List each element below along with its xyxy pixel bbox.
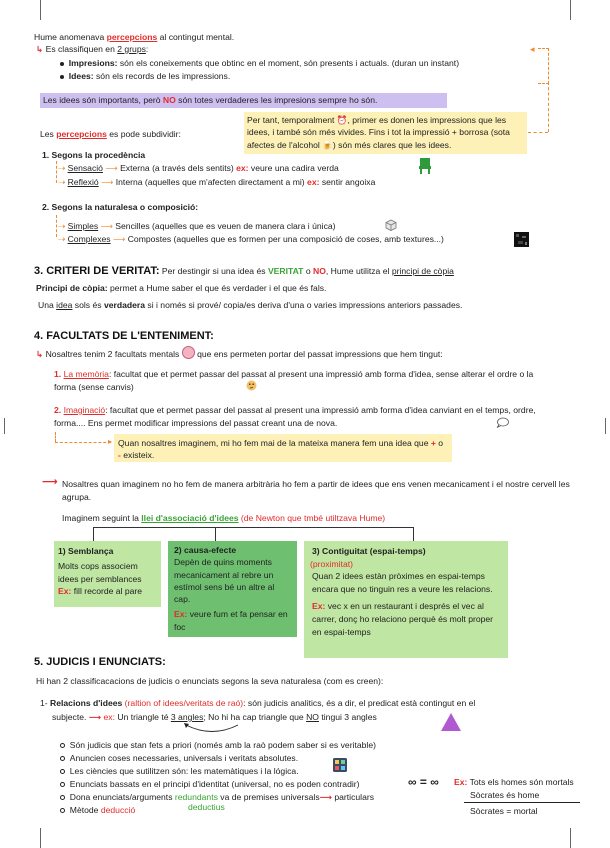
calculator-icon <box>333 758 347 772</box>
crop-mark <box>570 828 571 848</box>
triangle-icon <box>440 712 462 732</box>
deductius-label: deductius <box>188 802 225 812</box>
arbitrary-note: Nosaltres quan imaginem no ho fem de manera arbitrària ho fem a partir de idees que ens venen mecanicament i el nostre cervell les agrupa. <box>62 479 570 502</box>
row-sensacio: ⇢ Sensació ⟶ Externa (a través dels sentits) ex: veure una cadira verda <box>58 163 339 173</box>
green-chair-icon <box>418 158 432 174</box>
section-3-heading: 3. CRITERI DE VERITAT: Per destingir si una idea és VERITAT o NO, Hume utilitza el principi de còpia <box>34 265 454 277</box>
intro-line: Hume anomenava percepcions al contingut mental. <box>34 32 235 42</box>
judicis-intro: Hi han 2 classificacacions de judicis o enunciats segons la seva naturalesa (com es creen): <box>36 676 384 686</box>
row-reflexio: ⇢ Reflexió ⟶ Interna (aquelles que m'afecten directament a mi) ex: sentir angoixa <box>58 177 376 187</box>
connector <box>93 527 94 541</box>
list-item: Enunciats bassats en el principi d'identitat (universal, no es poden contradir) <box>60 779 359 790</box>
list-item: Anuncien coses necessaries, universals i veritats absolutes. <box>60 753 298 764</box>
idea-verdadera: Una idea sols és verdadera si i només si prové/ copia/es deriva d'una o varies impressions anteriors passades. <box>38 300 463 310</box>
arrow-icon: ▸ <box>108 437 113 446</box>
list-item: Són judicis que stan fets a priori (només amb la raò podem saber si es veritable) <box>60 740 376 751</box>
example-premise: Sòcrates és home <box>470 790 540 800</box>
connector <box>93 527 413 528</box>
crop-mark <box>4 418 5 434</box>
bullet-idees: Idees: són els records de les impressions. <box>60 71 230 82</box>
thinking-face-icon <box>246 380 257 391</box>
brain-icon <box>182 346 195 359</box>
box-semblanca: 1) Semblança Molts cops associem idees per semblances Ex: fill recorde al pare <box>54 541 161 607</box>
row-complexes: ⇢ Complexes ⟶ Compostes (aquelles que es formen per una composició de coses, amb textures...) <box>58 234 444 244</box>
section-5-heading: 5. JUDICIS I ENUNCIATS: <box>34 656 166 668</box>
classify-line: ↳ Es classifiquen en 2 grups: <box>36 44 149 54</box>
cube-icon <box>385 219 397 231</box>
connector <box>55 432 57 442</box>
triangle-example: subjecte. ⟶ ex: Un triangle té 3 angles; No hi ha cap triangle que NO tingui 3 angles <box>52 712 377 722</box>
connector <box>215 527 216 541</box>
relacions-idees-line: 1- Relacions d'idees (raltion of idees/veritats de raó): són judicis analitics, és a dir, el predicat està contingut en el <box>40 698 476 708</box>
infinity-symbol: ∞ = ∞ <box>408 775 439 789</box>
box-causa-efecte: 2) causa-efecte Depèn de quins moments mecanicament al rebre un estímol sens bé un altre al cap. Ex: veure fum et fa pensar en foc <box>168 541 297 637</box>
arrow-icon: ⟶ <box>42 476 58 488</box>
row-simples: ⇢ Simples ⟶ Sencilles (aquelles que es veuen de manera clara i única) <box>58 221 336 231</box>
principi-copia: Principi de còpia: permet a Hume saber el que és verdader i el que és fals. <box>36 283 327 293</box>
list-item: Les ciències que sutilitzen són: les matemàtiques i la lógica. <box>60 766 299 777</box>
connector <box>55 442 111 444</box>
example-conclusion: Sòcrates = mortal <box>470 806 538 816</box>
list-item: Mètode deducció <box>60 805 135 816</box>
section-naturalesa-title: 2. Segons la naturalesa o composició: <box>42 202 199 212</box>
bracket-connector <box>548 82 550 132</box>
yellow-note: Per tant, temporalment ⏰, primer es donen les impressions que les idees, i també són més vivides. Fins i tot la impressió + borrosa (sota afectes de l'alcohol 🍺) són més clares que les idees. <box>244 112 527 154</box>
section-procedencia-title: 1. Segons la procedència <box>42 150 146 160</box>
bracket-connector <box>538 48 549 84</box>
purple-highlight: Les idees són importants, però NO són totes verdaderes les impresions sempre ho són. <box>40 93 447 108</box>
crop-mark <box>570 0 571 20</box>
crop-mark <box>605 418 606 434</box>
imaginacio-para: 2. Imaginació: facultat que et permet passar del passat al present una impressió amb forma d'idea canviant en el temps, ordre, forma.... Ens permet modificar impressions del passat creant una de nova. <box>54 405 536 428</box>
facultats-line: ↳ Nosaltres tenim 2 facultats mentals que ens permeten portar del passat impressions que hem tingut: <box>36 346 443 360</box>
connector <box>413 527 414 541</box>
crop-mark <box>40 0 41 20</box>
lleis-line: Imaginem seguint la llei d'associació d'idees (de Newton que tmbé utiltzava Hume) <box>62 513 386 523</box>
divider <box>464 802 580 803</box>
box-contiguitat: 3) Contiguitat (espai-temps) (proximitat) Quan 2 idees estàn pròximes en espai-temps encara que no tinguin res a veure les relacions. Ex: vec x en un restaurant i després el vec al carrer, donç ho relaciono perquè és molt proper en espai-temps <box>304 541 508 658</box>
arrow-icon: ◂ <box>530 44 535 54</box>
example-syllogism: Ex: Tots els homes són mortals <box>454 777 574 787</box>
memoria-para: 1. La memòria: facultat que et permet passar del passat al present una impressió amb forma d'idea, sense alterar el ordre o la forma (sense canvis) <box>54 369 534 392</box>
crop-mark <box>40 828 41 848</box>
section-4-heading: 4. FACULTATS DE L'ENTENIMENT: <box>34 330 214 342</box>
bullet-impresions: Impresions: són els coneixements que obtinc en el moment, són presents i actuals. (duran un instant) <box>60 58 459 69</box>
texture-pattern-icon <box>514 232 529 247</box>
bracket-connector <box>528 132 548 134</box>
speech-bubble-icon <box>496 417 509 428</box>
list-item: Dona enunciats/arguments redundants va de premises universals⟶ particulars <box>60 792 374 803</box>
curved-arrow-icon <box>182 722 242 736</box>
imagination-note: Quan nosaltres imaginem, mi ho fem mai de la mateixa manera fem una idea que + o - existeix. <box>114 434 452 462</box>
subdivide-line: Les percepcions es pode subdividir: <box>40 129 181 139</box>
